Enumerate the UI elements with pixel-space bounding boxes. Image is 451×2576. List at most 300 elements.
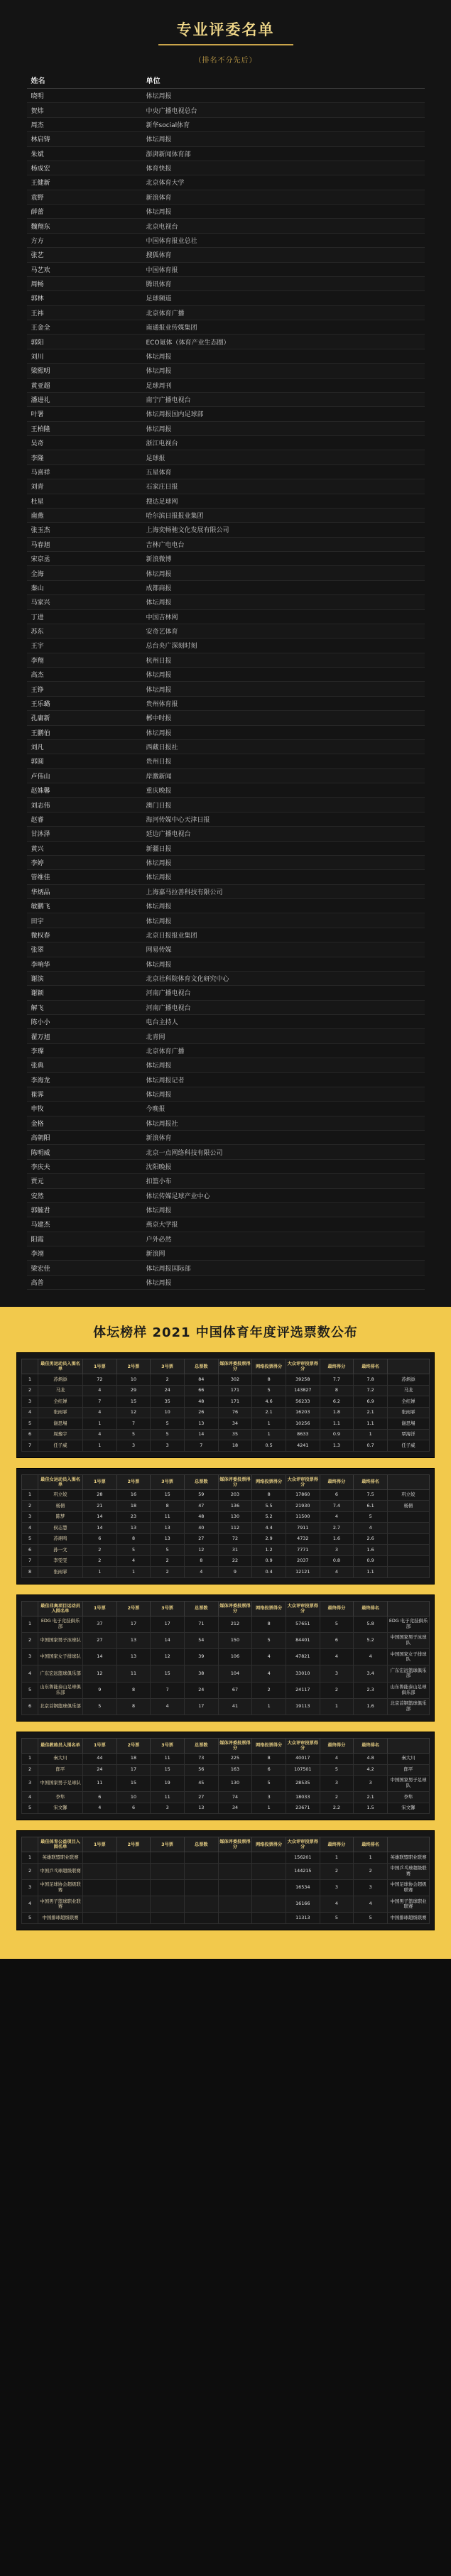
cell-value: [252, 1880, 286, 1896]
judge-org: 新浪网: [142, 1246, 425, 1261]
cell-value: 0.9: [252, 1555, 286, 1566]
judge-name: 叶署: [27, 407, 142, 421]
table-row: [22, 1545, 430, 1555]
cell-entry-name: 陈梦: [38, 1511, 83, 1522]
cell-value: 3: [116, 1440, 151, 1451]
table-header-row: [22, 1738, 430, 1753]
cell-entry-name: 中国国家男子冰球队: [38, 1633, 83, 1649]
table-row: [27, 407, 425, 421]
cell-rank: 3: [22, 1511, 38, 1522]
cell-entry-name: 秦大川: [38, 1754, 83, 1764]
judge-org: 体坛周报: [142, 899, 425, 913]
cell-value: 56233: [286, 1396, 320, 1407]
cell-value: 8: [252, 1754, 286, 1764]
table-row: [27, 537, 425, 551]
col-header-9: 最终排名: [354, 1601, 388, 1616]
judge-org: 搜狐体育: [142, 248, 425, 262]
cell-value: 40017: [286, 1754, 320, 1764]
cell-value: 4: [354, 1896, 388, 1913]
judge-name: 张典: [27, 1058, 142, 1072]
cell-value: 4: [252, 1649, 286, 1665]
judge-name: 薛蕾: [27, 205, 142, 219]
table-row: [27, 768, 425, 783]
cell-value: 5.2: [252, 1511, 286, 1522]
judge-name: 高普: [27, 1275, 142, 1289]
judge-org: 河南广播电视台: [142, 986, 425, 1000]
cell-value: 18: [116, 1754, 151, 1764]
cell-value: 1.2: [252, 1545, 286, 1555]
cell-value: 0.9: [354, 1555, 388, 1566]
cell-value: 巩立姣: [388, 1489, 430, 1500]
col-header-3: 3号票: [151, 1601, 185, 1616]
vote-table: [21, 1474, 430, 1578]
cell-value: 26: [184, 1407, 218, 1418]
cell-value: 3.4: [354, 1665, 388, 1682]
cell-value: 0.8: [320, 1555, 354, 1566]
judge-org: 体坛周报: [142, 1275, 425, 1289]
cell-value: 21: [83, 1501, 117, 1511]
table-row: [22, 1863, 430, 1879]
judge-org: 足球周刊: [142, 378, 425, 392]
table-row: [27, 262, 425, 276]
judge-org: 足球报: [142, 450, 425, 464]
table-row: [27, 1232, 425, 1246]
table-row: [27, 146, 425, 161]
cell-rank: 8: [22, 1567, 38, 1577]
cell-value: 28535: [286, 1776, 320, 1792]
judge-org: 体坛周报: [142, 595, 425, 609]
table-row: [27, 494, 425, 508]
col-header-6: 网络投票得分: [252, 1738, 286, 1753]
judge-name: 王祎: [27, 305, 142, 320]
cell-rank: 1: [22, 1489, 38, 1500]
table-row: [27, 798, 425, 812]
cell-value: 7771: [286, 1545, 320, 1555]
cell-value: 2: [354, 1863, 388, 1879]
cell-value: [388, 1523, 430, 1533]
cell-value: 73: [184, 1754, 218, 1764]
table-row: [27, 1029, 425, 1043]
judge-org: 五星体育: [142, 464, 425, 479]
judge-org: 郴中时报: [142, 711, 425, 725]
cell-value: 4.2: [354, 1764, 388, 1775]
table-header-row: [22, 1359, 430, 1374]
cell-value: 2: [320, 1792, 354, 1803]
cell-value: 1: [252, 1698, 286, 1714]
cell-value: 3: [252, 1792, 286, 1803]
cell-value: [184, 1880, 218, 1896]
cell-value: [252, 1863, 286, 1879]
judge-name: 潘进礼: [27, 392, 142, 406]
col-header-1: 1号票: [83, 1359, 117, 1374]
judge-org: 体坛周报社: [142, 1116, 425, 1130]
col-header-2: 2号票: [116, 1738, 151, 1753]
cell-value: 5: [252, 1776, 286, 1792]
judge-org: 搜达足球网: [142, 494, 425, 508]
cell-rank: 6: [22, 1698, 38, 1714]
cell-value: 广东宏远篮球俱乐部: [388, 1665, 430, 1682]
cell-value: 171: [218, 1385, 252, 1396]
table-row: [27, 233, 425, 247]
cell-value: [83, 1896, 117, 1913]
cell-value: 11313: [286, 1913, 320, 1923]
cell-value: 2.1: [354, 1407, 388, 1418]
cell-value: 6.2: [320, 1396, 354, 1407]
col-header-entry: 最佳教练员入围名单: [38, 1738, 83, 1753]
judge-name: 管维佳: [27, 870, 142, 884]
cell-value: 7: [184, 1440, 218, 1451]
cell-value: 14: [83, 1523, 117, 1533]
table-row: [27, 986, 425, 1000]
table-row: [22, 1754, 430, 1764]
cell-value: [388, 1545, 430, 1555]
judge-name: 梁熙明: [27, 364, 142, 378]
table-row: [22, 1880, 430, 1896]
judge-name: 黄亚超: [27, 378, 142, 392]
judge-name: 翟万旭: [27, 1029, 142, 1043]
cell-entry-name: 郎平: [38, 1764, 83, 1775]
cell-rank: 3: [22, 1649, 38, 1665]
cell-value: 39: [184, 1649, 218, 1665]
cell-value: 5: [151, 1545, 185, 1555]
cell-rank: 7: [22, 1440, 38, 1451]
table-row: [27, 609, 425, 624]
cell-value: 中国国家男子足球队: [388, 1776, 430, 1792]
table-row: [22, 1489, 430, 1500]
cell-value: 7.7: [320, 1374, 354, 1385]
cell-value: 17: [116, 1616, 151, 1632]
cell-value: 5: [151, 1418, 185, 1429]
table-row: [27, 827, 425, 841]
judge-org: 体坛周报: [142, 349, 425, 363]
votes-section: [0, 1307, 451, 1959]
table-row: [27, 942, 425, 957]
cell-value: 7: [116, 1418, 151, 1429]
cell-value: 38: [184, 1665, 218, 1682]
cell-value: 106: [218, 1649, 252, 1665]
cell-entry-name: 中国国家女子排球队: [38, 1649, 83, 1665]
cell-value: 马龙: [388, 1385, 430, 1396]
col-header-2: 2号票: [116, 1474, 151, 1489]
judge-org: 北京体育广播: [142, 1043, 425, 1058]
cell-value: 郎平: [388, 1764, 430, 1775]
judge-name: 孔庸新: [27, 711, 142, 725]
cell-value: 12: [116, 1407, 151, 1418]
judge-name: 刘志伟: [27, 798, 142, 812]
cell-value: 2: [83, 1555, 117, 1566]
judge-name: 张翠: [27, 942, 142, 957]
table-row: [27, 305, 425, 320]
judge-name: 晓明: [27, 89, 142, 103]
table-row: [27, 1072, 425, 1087]
cell-entry-name: 苏炳添: [38, 1374, 83, 1385]
vote-table: [21, 1837, 430, 1924]
cell-value: 1: [252, 1803, 286, 1813]
col-header-4: 总票数: [184, 1837, 218, 1852]
cell-value: 7.4: [320, 1501, 354, 1511]
cell-value: 2.1: [354, 1792, 388, 1803]
cell-value: 3: [320, 1880, 354, 1896]
cell-value: 15: [151, 1665, 185, 1682]
cell-value: 8: [151, 1501, 185, 1511]
judge-org: 中国体育报业总社: [142, 233, 425, 247]
cell-value: 29: [116, 1385, 151, 1396]
cell-value: [184, 1863, 218, 1879]
table-row: [27, 884, 425, 898]
table-row: [27, 1275, 425, 1289]
cell-value: 24: [184, 1682, 218, 1698]
table-row: [27, 566, 425, 580]
col-header-5: 媒体评委投票得分: [218, 1601, 252, 1616]
cell-rank: 3: [22, 1880, 38, 1896]
cell-value: 6.9: [354, 1396, 388, 1407]
judge-name: 马家兴: [27, 595, 142, 609]
table-row: [27, 913, 425, 928]
table-row: [27, 175, 425, 190]
cell-value: 1.8: [320, 1407, 354, 1418]
section-title-wrap: [0, 10, 451, 48]
col-header-6: 网络投票得分: [252, 1359, 286, 1374]
cell-value: 19113: [286, 1698, 320, 1714]
cell-rank: 6: [22, 1429, 38, 1440]
cell-value: 覃海洋: [388, 1429, 430, 1440]
table-row: [27, 696, 425, 710]
table-row: [22, 1418, 430, 1429]
cell-value: [151, 1852, 185, 1863]
judge-name: 杨成宏: [27, 161, 142, 175]
cell-entry-name: EDG 电子竞技俱乐部: [38, 1616, 83, 1632]
judge-name: 安然: [27, 1188, 142, 1202]
cell-value: [252, 1913, 286, 1923]
col-header-9: 最终排名: [354, 1359, 388, 1374]
cell-value: 5: [252, 1633, 286, 1649]
table-row: [22, 1511, 430, 1522]
cell-value: 4: [320, 1896, 354, 1913]
cell-value: 3: [354, 1880, 388, 1896]
cell-value: 李隼: [388, 1792, 430, 1803]
cell-value: 5.2: [354, 1633, 388, 1649]
cell-value: 2.6: [354, 1533, 388, 1544]
col-header-final-name: [388, 1601, 430, 1616]
col-header-entry: 最佳非奥项目运动员入围名单: [38, 1601, 83, 1616]
table-row: [27, 1087, 425, 1101]
judge-name: 李婷: [27, 855, 142, 869]
judge-org: 体坛周报: [142, 1202, 425, 1217]
cell-value: 17: [184, 1698, 218, 1714]
cell-value: [184, 1896, 218, 1913]
judge-org: 体坛周报记者: [142, 1072, 425, 1087]
table-row: [27, 971, 425, 985]
cell-entry-name: 苏翊鸣: [38, 1533, 83, 1544]
cell-entry-name: 中国男子篮球职业联赛: [38, 1896, 83, 1913]
cell-value: 22: [218, 1555, 252, 1566]
cell-value: 4.8: [354, 1754, 388, 1764]
cell-entry-name: 全红婵: [38, 1396, 83, 1407]
col-header-rank: [22, 1837, 38, 1852]
cell-value: [388, 1567, 430, 1577]
cell-entry-name: 杨倩: [38, 1501, 83, 1511]
cell-value: 4.4: [252, 1523, 286, 1533]
judge-name: 马艺欢: [27, 262, 142, 276]
judge-org: 贵州日报: [142, 754, 425, 768]
table-row: [22, 1533, 430, 1544]
cell-value: 0.5: [252, 1440, 286, 1451]
cell-value: [151, 1863, 185, 1879]
cell-value: 11: [151, 1754, 185, 1764]
cell-rank: 4: [22, 1407, 38, 1418]
judge-name: 赵睿: [27, 812, 142, 826]
cell-rank: 1: [22, 1754, 38, 1764]
cell-value: 8: [252, 1374, 286, 1385]
cell-value: 16203: [286, 1407, 320, 1418]
cell-value: 12: [184, 1545, 218, 1555]
cell-value: 8: [252, 1616, 286, 1632]
cell-entry-name: 中国国家男子足球队: [38, 1776, 83, 1792]
cell-value: 9: [218, 1567, 252, 1577]
judge-org: 体坛周报: [142, 1087, 425, 1101]
cell-value: 84401: [286, 1633, 320, 1649]
cell-value: 13: [184, 1418, 218, 1429]
table-row: [22, 1407, 430, 1418]
cell-value: 7: [83, 1396, 117, 1407]
cell-value: 2037: [286, 1555, 320, 1566]
table-row: [27, 349, 425, 363]
table-row: [22, 1633, 430, 1649]
judge-org: 北青网: [142, 1029, 425, 1043]
table-row: [27, 335, 425, 349]
judge-name: 梁宏佳: [27, 1261, 142, 1275]
col-header-1: 1号票: [83, 1474, 117, 1489]
cell-value: 英雄联盟职业联赛: [388, 1852, 430, 1863]
judge-org: 上海嘉马拉善科技有限公司: [142, 884, 425, 898]
table-row: [27, 682, 425, 696]
cell-rank: 5: [22, 1533, 38, 1544]
table-row: [27, 754, 425, 768]
judge-org: 北京体育大学: [142, 175, 425, 190]
col-header-7: 大众评审投票得分: [286, 1601, 320, 1616]
col-header-6: 网络投票得分: [252, 1837, 286, 1852]
cell-value: 中国男子篮球职业联赛: [388, 1896, 430, 1913]
cell-value: 4732: [286, 1533, 320, 1544]
judge-name: 卢伟山: [27, 768, 142, 783]
cell-value: [151, 1880, 185, 1896]
table-row: [27, 1116, 425, 1130]
judge-name: 刘川: [27, 349, 142, 363]
table-row: [27, 855, 425, 869]
cell-rank: 4: [22, 1523, 38, 1533]
cell-value: 16: [116, 1489, 151, 1500]
cell-entry-name: 英雄联盟职业联赛: [38, 1852, 83, 1863]
cell-value: 2.9: [252, 1533, 286, 1544]
vote-card: [16, 1732, 435, 1820]
col-header-5: 媒体评委投票得分: [218, 1837, 252, 1852]
cell-value: 5: [83, 1698, 117, 1714]
cell-value: [252, 1896, 286, 1913]
cell-value: 24117: [286, 1682, 320, 1698]
table-row: [27, 725, 425, 739]
cell-value: 203: [218, 1489, 252, 1500]
judge-org: 体坛周报: [142, 205, 425, 219]
judge-org: 新浪微博: [142, 552, 425, 566]
table-row: [22, 1555, 430, 1566]
table-row: [22, 1649, 430, 1665]
judge-org: 石家庄日报: [142, 479, 425, 494]
judge-name: 王铮: [27, 682, 142, 696]
judge-name: 谢颖: [27, 986, 142, 1000]
cell-rank: 4: [22, 1896, 38, 1913]
cell-value: 84: [184, 1374, 218, 1385]
cell-value: 57651: [286, 1616, 320, 1632]
judge-name: 陈小小: [27, 1015, 142, 1029]
cell-value: 35: [218, 1429, 252, 1440]
cell-value: 1: [83, 1418, 117, 1429]
col-header-2: 2号票: [116, 1601, 151, 1616]
judge-name: 杜星: [27, 494, 142, 508]
cell-value: 107501: [286, 1764, 320, 1775]
cell-value: 1.1: [354, 1418, 388, 1429]
judge-name: 南燕: [27, 508, 142, 522]
table-row: [22, 1616, 430, 1632]
col-header-6: 网络投票得分: [252, 1601, 286, 1616]
cell-entry-name: 李雯雯: [38, 1555, 83, 1566]
judge-name: 王柏隆: [27, 421, 142, 435]
cell-value: 56: [184, 1764, 218, 1775]
judge-name: 高杰: [27, 668, 142, 682]
judge-name: 丁进: [27, 609, 142, 624]
judge-org: 西藏日报社: [142, 739, 425, 754]
judge-name: 宋京丞: [27, 552, 142, 566]
table-row: [27, 205, 425, 219]
judge-name: 贾元: [27, 1174, 142, 1188]
cell-value: 7.5: [354, 1489, 388, 1500]
col-header-1: 1号票: [83, 1738, 117, 1753]
judge-org: 澎湃新闻体育部: [142, 146, 425, 161]
cell-value: [116, 1863, 151, 1879]
cell-entry-name: 中国乒乓球超级联赛: [38, 1863, 83, 1879]
judge-name: 金格: [27, 1116, 142, 1130]
cell-value: 1.1: [354, 1567, 388, 1577]
judge-org: 北京体育广播: [142, 305, 425, 320]
judge-org: 南宁广播电视台: [142, 392, 425, 406]
judge-org: 新华social体育: [142, 117, 425, 131]
cell-value: 45: [184, 1776, 218, 1792]
cell-value: [83, 1880, 117, 1896]
judge-name: 华炳品: [27, 884, 142, 898]
judge-org: 体育快报: [142, 161, 425, 175]
table-row: [22, 1764, 430, 1775]
cell-value: 1.6: [354, 1545, 388, 1555]
cell-value: 5: [320, 1764, 354, 1775]
cell-value: 143827: [286, 1385, 320, 1396]
cell-value: 18: [116, 1501, 151, 1511]
cell-value: 136: [218, 1501, 252, 1511]
table-row: [27, 450, 425, 464]
judge-name: 黄兴: [27, 841, 142, 855]
cell-value: 130: [218, 1776, 252, 1792]
cell-value: 15: [116, 1396, 151, 1407]
table-row: [27, 1202, 425, 1217]
page-title: 专业评委名单: [158, 17, 293, 45]
col-header-1: 1号票: [83, 1837, 117, 1852]
table-row: [27, 1174, 425, 1188]
table-row: [27, 508, 425, 522]
cell-value: 任子威: [388, 1440, 430, 1451]
cell-value: 10: [116, 1792, 151, 1803]
cell-value: 3: [320, 1776, 354, 1792]
cell-value: 37: [83, 1616, 117, 1632]
judge-name: 马喜祥: [27, 464, 142, 479]
table-row: [27, 1159, 425, 1173]
